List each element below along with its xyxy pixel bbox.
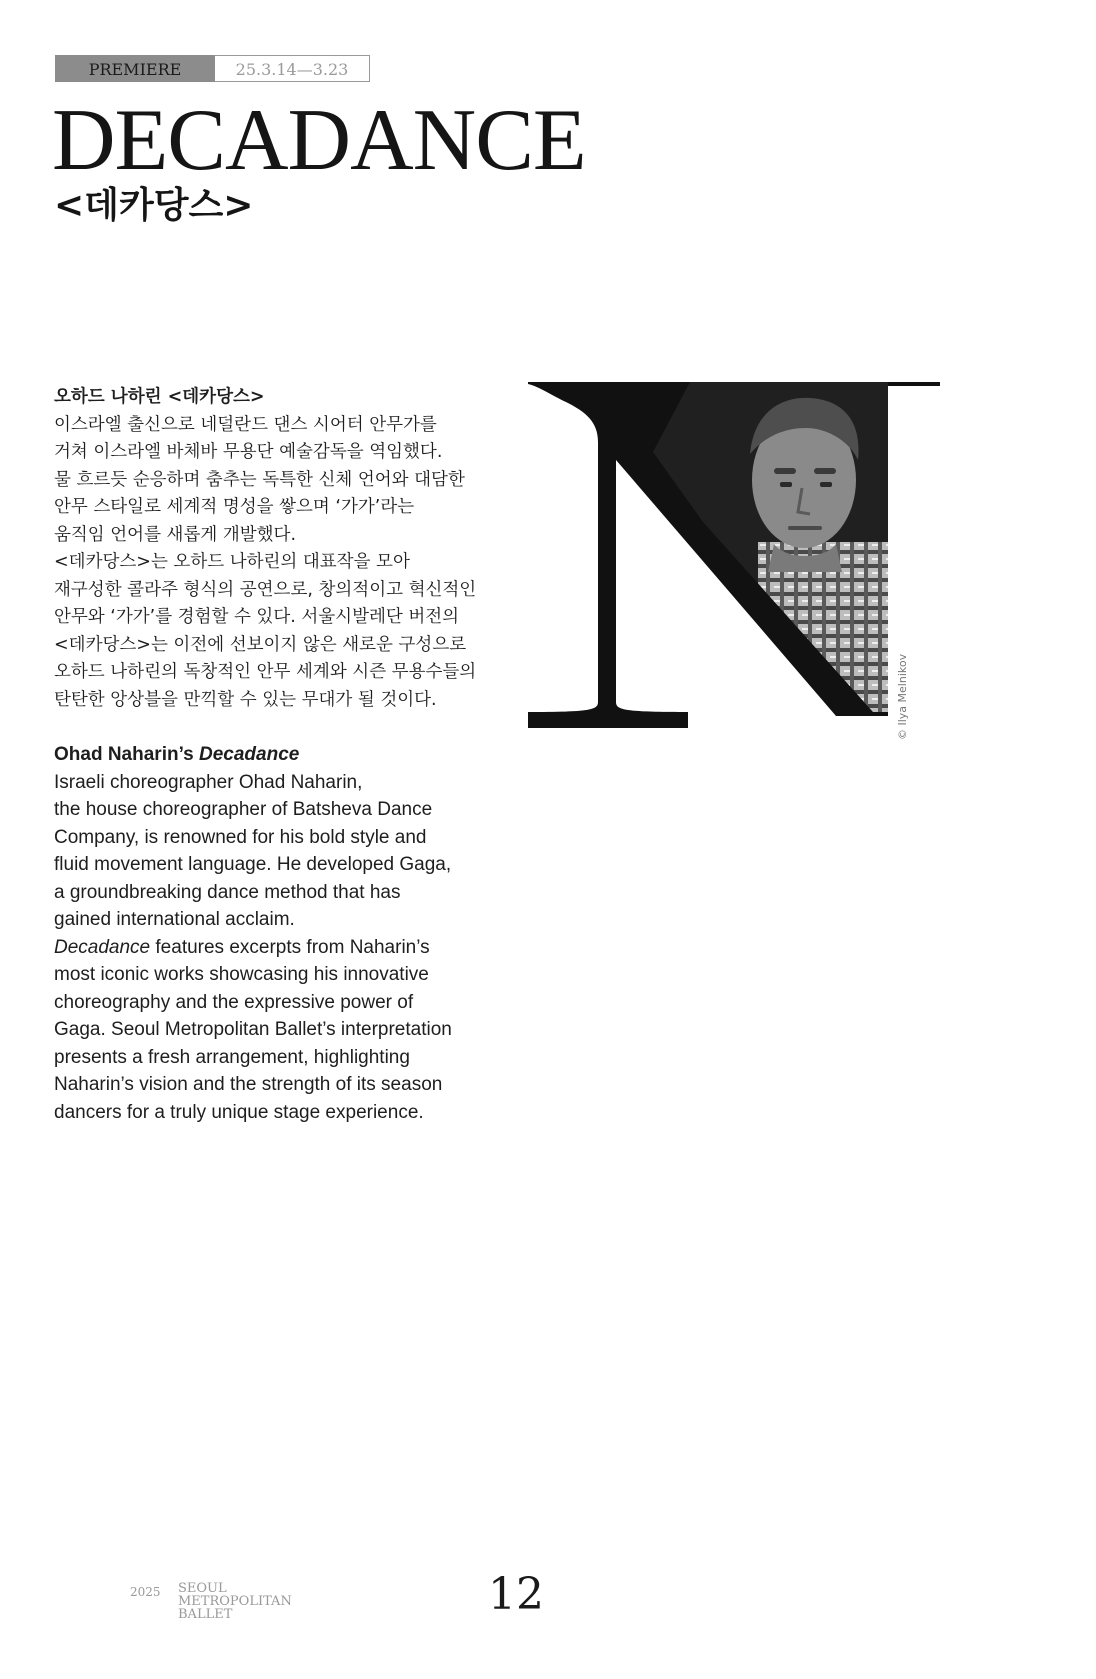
english-heading-plain: Ohad Naharin’s — [54, 744, 199, 765]
run-dates: 25.3.14—3.23 — [215, 55, 370, 82]
english-line: the house choreographer of Batsheva Dance — [54, 799, 433, 820]
page-number: 12 — [488, 1569, 544, 1620]
english-line: gained international acclaim. — [54, 909, 295, 930]
footer-org-line: METROPOLITAN — [178, 1594, 292, 1609]
korean-line: 이스라엘 출신으로 네덜란드 댄스 시어터 안무가를 — [54, 414, 437, 435]
premiere-label: PREMIERE — [55, 55, 215, 82]
english-heading-italic: Decadance — [199, 744, 300, 765]
english-line: choreography and the expressive power of — [54, 991, 414, 1013]
english-line: Naharin’s vision and the strength of its season — [54, 1074, 443, 1095]
footer-organization — [178, 1582, 292, 1621]
english-line: most iconic works showcasing his innovative — [54, 964, 429, 985]
korean-description — [54, 384, 504, 714]
english-line: presents a fresh arrangement, highlighting — [54, 1046, 410, 1068]
english-line: a groundbreaking dance method that has — [54, 881, 401, 903]
korean-line: 재구성한 콜라주 형식의 공연으로, 창의적이고 혁신적인 — [54, 579, 477, 600]
korean-line: <데카당스>는 오하드 나하린의 대표작을 모아 — [54, 552, 410, 572]
portrait-photo — [648, 382, 898, 722]
korean-line: 거쳐 이스라엘 바체바 무용단 예술감독을 역임했다. — [54, 442, 443, 462]
footer-org-line: BALLET — [178, 1607, 233, 1622]
english-line: Company, is renowned for his bold style and — [54, 826, 427, 848]
korean-line: 탄탄한 앙상블을 만끽할 수 있는 무대가 될 것이다. — [54, 689, 437, 710]
english-line: Israeli choreographer Ohad Naharin, — [54, 771, 363, 793]
english-line-rest: features excerpts from Naharin’s — [150, 936, 430, 958]
english-line: fluid movement language. He developed Gaga, — [54, 854, 452, 875]
korean-line: 움직임 언어를 새롭게 개발했다. — [54, 524, 297, 545]
korean-line: <데카당스>는 이전에 선보이지 않은 새로운 구성으로 — [54, 634, 467, 655]
footer-org-line: SEOUL — [178, 1581, 227, 1596]
korean-line: 안무와 ‘가가’를 경험할 수 있다. 서울시발레단 버전의 — [54, 607, 460, 627]
korean-heading: 오하드 나하린 <데카당스> — [54, 387, 265, 407]
english-description — [54, 741, 504, 1126]
premiere-tag-bar — [55, 55, 370, 82]
photo-credit: © Ilya Melnikov — [896, 653, 909, 740]
page-title: DECADANCE — [52, 92, 586, 189]
korean-line: 오하드 나하린의 독창적인 안무 세계와 시즌 무용수들의 — [54, 662, 477, 682]
english-heading — [54, 741, 504, 769]
english-line-italic: Decadance — [54, 936, 151, 958]
english-line: Gaga. Seoul Metropolitan Ballet’s interpretation — [54, 1019, 452, 1040]
page-subtitle-korean: <데카당스> — [54, 185, 254, 226]
english-line: dancers for a truly unique stage experience. — [54, 1101, 424, 1123]
korean-line: 안무 스타일로 세계적 명성을 쌓으며 ‘가가’라는 — [54, 497, 415, 517]
english-line — [54, 934, 504, 962]
korean-line: 물 흐르듯 순응하며 춤추는 독특한 신체 언어와 대담한 — [54, 469, 465, 490]
footer-year: 2025 — [130, 1585, 161, 1599]
